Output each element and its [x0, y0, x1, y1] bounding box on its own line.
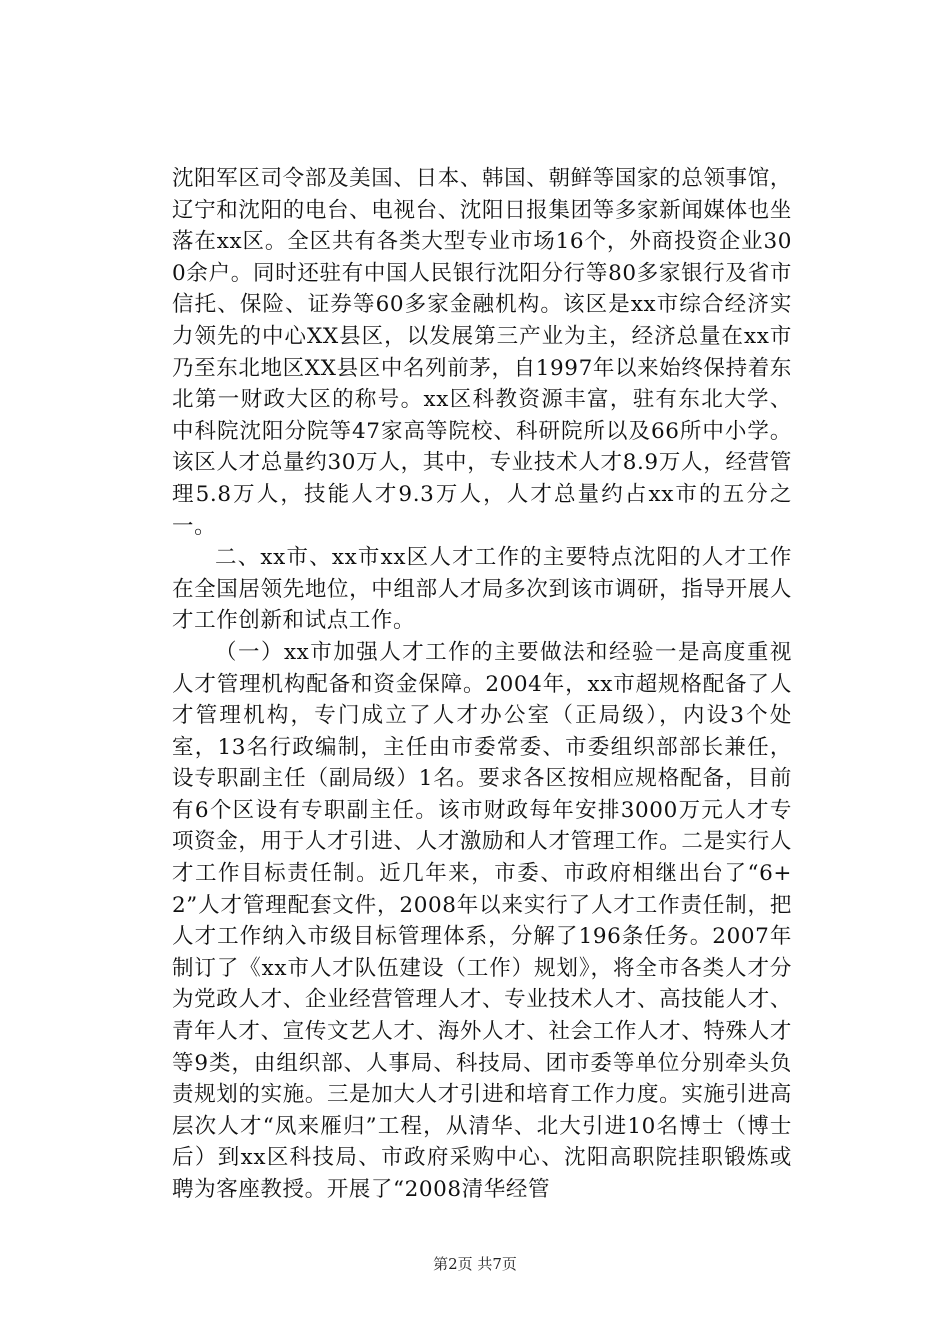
paragraph-2: 二、xx市、xx市xx区人才工作的主要特点沈阳的人才工作在全国居领先地位，中组部人才局多次到该市调研，指导开展人才工作创新和试点工作。: [172, 545, 792, 634]
paragraph-1: 沈阳军区司令部及美国、日本、韩国、朝鲜等国家的总领事馆，辽宁和沈阳的电台、电视台、沈阳日报集团等多家新闻媒体也坐落在xx区。全区共有各类大型专业市场16个，外商投资企业300余户。同时还驻有中国人民银行沈阳分行等80多家银行及省市信托、保险、证券等60多家金融机构。该区是xx市综合经济实力领先的中心XX县区，以发展第三产业为主，经济总量在xx市乃至东北地区XX县区中名列前茅，自1997年以来始终保持着东北第一财政大区的称号。xx区科教资源丰富，驻有东北大学、中科院沈阳分院等47家高等院校、科研院所以及66所中小学。该区人才总量约30万人，其中，专业技术人才8.9万人，经营管理5.8万人，技能人才9.3万人，人才总量约占xx市的五分之一。: [172, 166, 792, 539]
document-body: [172, 163, 792, 1206]
paragraph-3: （一）xx市加强人才工作的主要做法和经验一是高度重视人才管理机构配备和资金保障。2004年，xx市超规格配备了人才管理机构，专门成立了人才办公室（正局级），内设3个处室，13名行政编制，主任由市委常委、市委组织部部长兼任，设专职副主任（副局级）1名。要求各区按相应规格配备，目前有6个区设有专职副主任。该市财政每年安排3000万元人才专项资金，用于人才引进、人才激励和人才管理工作。二是实行人才工作目标责任制。近几年来，市委、市政府相继出台了“6+2”人才管理配套文件，2008年以来实行了人才工作责任制，把人才工作纳入市级目标管理体系，分解了196条任务。2007年制订了《xx市人才队伍建设（工作）规划》，将全市各类人才分为党政人才、企业经营管理人才、专业技术人才、高技能人才、青年人才、宣传文艺人才、海外人才、社会工作人才、特殊人才等9类，由组织部、人事局、科技局、团市委等单位分别牵头负责规划的实施。三是加大人才引进和培育工作力度。实施引进高层次人才“凤来雁归”工程，从清华、北大引进10名博士（博士后）到xx区科技局、市政府采购中心、沈阳高职院挂职锻炼或聘为客座教授。开展了“2008清华经管: [172, 639, 792, 1202]
page-number-footer: 第2页 共7页: [433, 1255, 517, 1273]
